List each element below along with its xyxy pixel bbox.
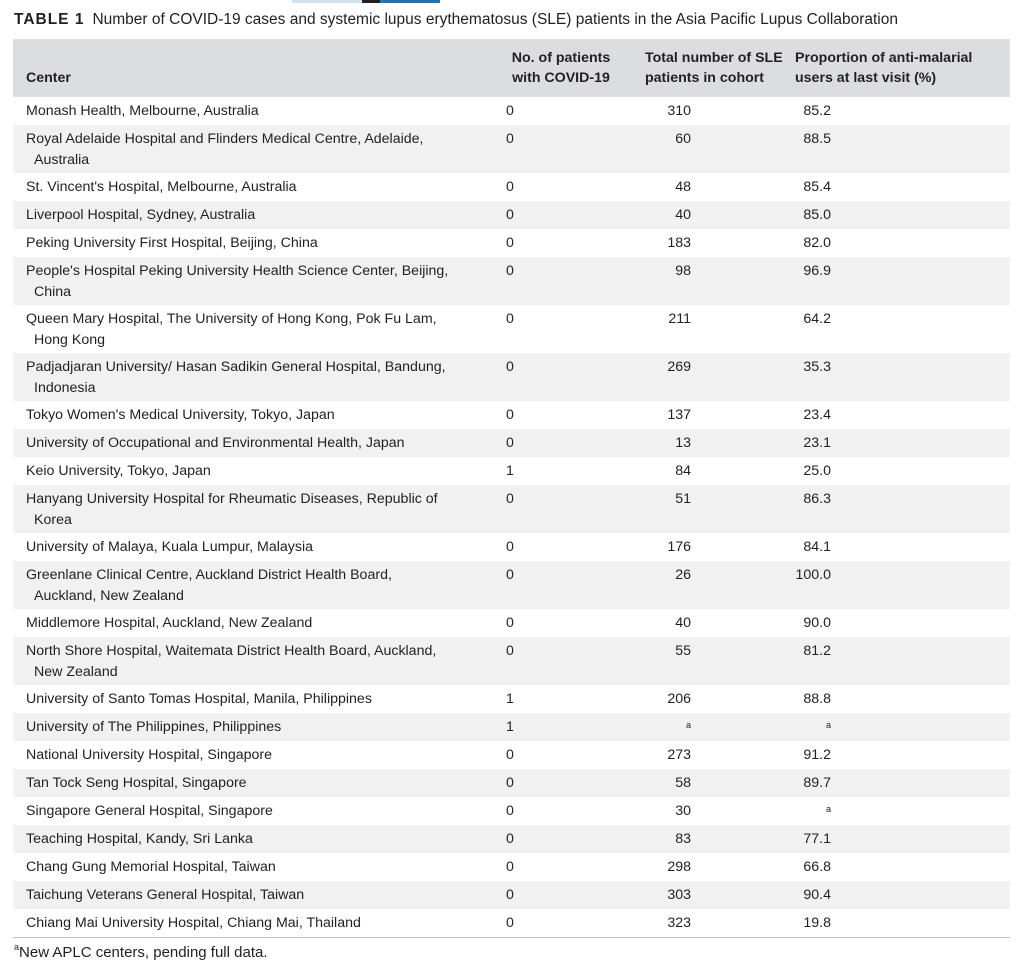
- cell-total-patients: 323: [633, 909, 783, 937]
- table-title: Number of COVID-19 cases and systemic lupus erythematosus (SLE) patients in the Asia Pacific Lupus Collaboration: [92, 11, 898, 28]
- cell-total-patients: 137: [667, 407, 691, 423]
- header-center: Center: [26, 70, 71, 86]
- cell-antimalarial-proportion: 64.2: [803, 311, 831, 327]
- table-row: [13, 429, 1010, 457]
- cell-antimalarial-proportion: 25.0: [803, 463, 831, 479]
- cell-total-patients: 310: [667, 103, 691, 119]
- cell-center: North Shore Hospital, Waitemata District Health Board, Auckland, New Zealand: [26, 643, 437, 680]
- cell-total-patients: 83: [675, 831, 691, 847]
- cell-covid-count: 0: [506, 103, 514, 119]
- table-row: [13, 533, 1010, 561]
- table-row: [13, 173, 1010, 201]
- cell-center: Monash Health, Melbourne, Australia: [26, 103, 259, 119]
- cell-total-patients: 26: [675, 567, 691, 583]
- cell-center: Taichung Veterans General Hospital, Taiwan: [26, 887, 305, 903]
- table-row: [13, 305, 1010, 353]
- cell-antimalarial-proportion: 35.3: [803, 359, 831, 375]
- cell-antimalarial-proportion: 86.3: [803, 491, 831, 507]
- cell-center: Middlemore Hospital, Auckland, New Zealand: [26, 615, 313, 631]
- cell-covid-count: 0: [506, 131, 514, 147]
- table-row: [13, 881, 1010, 909]
- table-row: [13, 97, 1010, 125]
- cell-covid-count: 0: [506, 747, 514, 763]
- cell-covid-count: 0: [506, 179, 514, 195]
- accent-bar-light: [292, 0, 362, 3]
- cell-covid-count: 0: [506, 643, 514, 659]
- cell-center: University of The Philippines, Philippines: [26, 719, 282, 735]
- cell-covid-count: 0: [506, 775, 514, 791]
- cell-covid-count: 0: [506, 407, 514, 423]
- cell-total-patients: 58: [675, 775, 691, 791]
- cell-total-patients: 40: [675, 207, 691, 223]
- cell-center: University of Malaya, Kuala Lumpur, Malaysia: [26, 539, 314, 555]
- header-total: Total number of SLE patients in cohort: [645, 50, 783, 86]
- header-row: [13, 39, 1010, 97]
- cell-antimalarial-proportion: 85.0: [803, 207, 831, 223]
- cell-antimalarial-proportion: 88.5: [803, 131, 831, 147]
- cell-antimalarial-proportion: 90.0: [803, 615, 831, 631]
- cell-covid-count: 0: [506, 615, 514, 631]
- cell-center: Greenlane Clinical Centre, Auckland District Health Board, Auckland, New Zealand: [26, 567, 392, 604]
- cell-antimalarial-proportion: 89.7: [803, 775, 831, 791]
- cell-antimalarial-proportion: 91.2: [803, 747, 831, 763]
- cell-covid-count: 1: [506, 463, 514, 479]
- cell-antimalarial-proportion: 82.0: [803, 235, 831, 251]
- cell-total-patients: 55: [675, 643, 691, 659]
- footnote-ref: a: [825, 804, 831, 814]
- cell-covid-count: 1: [506, 719, 514, 735]
- cell-covid-count: 0: [493, 909, 633, 937]
- cell-covid-count: 0: [506, 887, 514, 903]
- cell-center: Peking University First Hospital, Beijing, China: [26, 235, 318, 251]
- cell-total-patients: 303: [667, 887, 691, 903]
- cell-center: University of Occupational and Environmental Health, Japan: [26, 435, 405, 451]
- cell-total-patients: 298: [667, 859, 691, 875]
- table-body: [13, 97, 1010, 937]
- table-row: [13, 125, 1010, 173]
- table-row: [13, 609, 1010, 637]
- table-row: [13, 713, 1010, 741]
- accent-bar-blue: [380, 0, 440, 3]
- cell-antimalarial-proportion: [783, 713, 1010, 741]
- cell-antimalarial-proportion: 81.2: [803, 643, 831, 659]
- table-row: [13, 825, 1010, 853]
- cell-center: Teaching Hospital, Kandy, Sri Lanka: [26, 831, 253, 847]
- cell-center: Padjadjaran University/ Hasan Sadikin General Hospital, Bandung, Indonesia: [26, 359, 446, 396]
- table-row: [13, 797, 1010, 825]
- table-row: [13, 685, 1010, 713]
- cell-total-patients: 30: [675, 803, 691, 819]
- table-caption: [14, 11, 898, 29]
- cell-center: St. Vincent's Hospital, Melbourne, Australia: [26, 179, 297, 195]
- table-header: [13, 39, 1010, 97]
- cell-total-patients: [633, 713, 783, 741]
- table-row: [13, 457, 1010, 485]
- cell-covid-count: 0: [506, 359, 514, 375]
- cell-covid-count: 0: [506, 831, 514, 847]
- cell-antimalarial-proportion: 100.0: [795, 567, 831, 583]
- cell-center: Hanyang University Hospital for Rheumatic Diseases, Republic of Korea: [26, 491, 438, 528]
- cell-center: National University Hospital, Singapore: [26, 747, 273, 763]
- footnote-ref: a: [825, 720, 831, 730]
- table-row: [13, 741, 1010, 769]
- table-row: [13, 561, 1010, 609]
- cell-covid-count: 0: [506, 491, 514, 507]
- table-label: TABLE 1: [14, 11, 85, 28]
- table-footnote: [14, 944, 268, 961]
- cell-total-patients: 40: [675, 615, 691, 631]
- cell-antimalarial-proportion: 88.8: [803, 691, 831, 707]
- cell-antimalarial-proportion: 77.1: [803, 831, 831, 847]
- cell-antimalarial-proportion: 19.8: [783, 909, 1010, 937]
- table-row: [13, 201, 1010, 229]
- cell-total-patients: 48: [675, 179, 691, 195]
- cell-covid-count: 0: [506, 859, 514, 875]
- cell-antimalarial-proportion: 90.4: [803, 887, 831, 903]
- cell-total-patients: 176: [667, 539, 691, 555]
- cell-covid-count: 0: [506, 567, 514, 583]
- covid-sle-table: [13, 39, 1010, 938]
- cell-antimalarial-proportion: 66.8: [803, 859, 831, 875]
- table-row: [13, 769, 1010, 797]
- cell-antimalarial-proportion: [783, 797, 1010, 825]
- cell-antimalarial-proportion: 85.2: [803, 103, 831, 119]
- cell-total-patients: 51: [675, 491, 691, 507]
- footnote-ref: a: [685, 720, 691, 730]
- table-row: [13, 637, 1010, 685]
- table-row: [13, 909, 1010, 937]
- cell-center: Tan Tock Seng Hospital, Singapore: [26, 775, 247, 791]
- cell-antimalarial-proportion: 96.9: [803, 263, 831, 279]
- cell-total-patients: 98: [675, 263, 691, 279]
- header-proportion: Proportion of anti-malarial users at last visit (%): [795, 50, 973, 86]
- cell-center: Queen Mary Hospital, The University of Hong Kong, Pok Fu Lam, Hong Kong: [26, 311, 437, 348]
- cell-covid-count: 0: [506, 263, 514, 279]
- cell-total-patients: 211: [668, 311, 691, 327]
- header-covid: No. of patients with COVID-19: [511, 50, 611, 86]
- cell-center: Liverpool Hospital, Sydney, Australia: [26, 207, 256, 223]
- cell-antimalarial-proportion: 85.4: [803, 179, 831, 195]
- table-row: [13, 229, 1010, 257]
- cell-total-patients: 13: [675, 435, 691, 451]
- cell-covid-count: 0: [506, 311, 514, 327]
- cell-antimalarial-proportion: 23.4: [803, 407, 831, 423]
- cell-center: People's Hospital Peking University Health Science Center, Beijing, China: [26, 263, 449, 300]
- cell-antimalarial-proportion: 84.1: [803, 539, 831, 555]
- footnote-marker: a: [14, 942, 20, 952]
- table-row: [13, 853, 1010, 881]
- cell-total-patients: 183: [667, 235, 691, 251]
- table-row: [13, 401, 1010, 429]
- table-row: [13, 257, 1010, 305]
- cell-total-patients: 84: [675, 463, 691, 479]
- cell-center: Tokyo Women's Medical University, Tokyo, Japan: [26, 407, 335, 423]
- cell-center: Chang Gung Memorial Hospital, Taiwan: [26, 859, 276, 875]
- cell-covid-count: 0: [506, 803, 514, 819]
- cell-covid-count: 1: [506, 691, 514, 707]
- cell-center: Royal Adelaide Hospital and Flinders Medical Centre, Adelaide, Australia: [26, 131, 424, 168]
- cell-center: Keio University, Tokyo, Japan: [26, 463, 211, 479]
- table-row: [13, 353, 1010, 401]
- cell-covid-count: 0: [506, 539, 514, 555]
- accent-bar-dark: [362, 0, 380, 3]
- cell-center: Chiang Mai University Hospital, Chiang Mai, Thailand: [13, 909, 493, 937]
- cell-covid-count: 0: [506, 435, 514, 451]
- top-accent-bars: [0, 0, 1024, 3]
- table-row: [13, 485, 1010, 533]
- cell-center: University of Santo Tomas Hospital, Manila, Philippines: [26, 691, 372, 707]
- footnote-text: New APLC centers, pending full data.: [19, 944, 268, 961]
- cell-total-patients: 269: [667, 359, 691, 375]
- cell-center: Singapore General Hospital, Singapore: [26, 803, 273, 819]
- cell-antimalarial-proportion: 23.1: [803, 435, 831, 451]
- cell-total-patients: 60: [675, 131, 691, 147]
- cell-covid-count: 0: [506, 235, 514, 251]
- cell-covid-count: 0: [506, 207, 514, 223]
- cell-total-patients: 206: [667, 691, 691, 707]
- cell-total-patients: 273: [667, 747, 691, 763]
